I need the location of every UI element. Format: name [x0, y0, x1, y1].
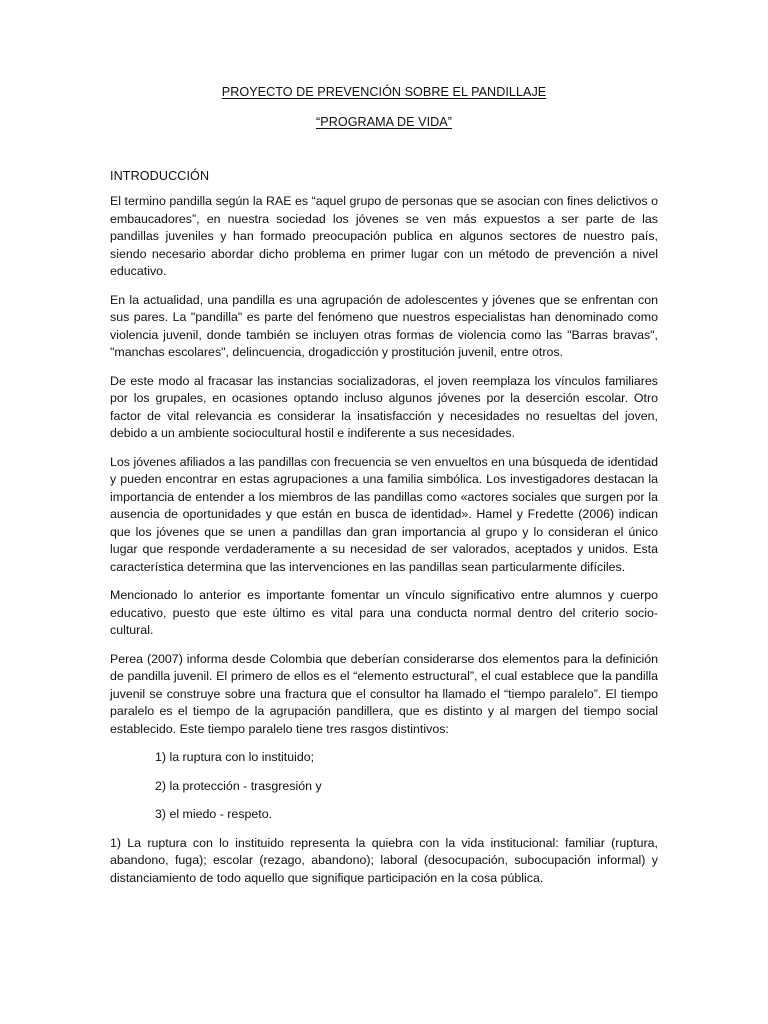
paragraph-definition: El termino pandilla según la RAE es “aquel grupo de personas que se asocian con fines delictivos o embaucadores”, en nuestra sociedad los jóvenes se ven más expuestos a ser parte de las pandillas juveniles y han formado preocupación publica en algunos sectores de nuestro país, siendo necesario abordar dicho problema en primer lugar con un método de prevención a nivel educativo. [110, 194, 658, 278]
section-heading: INTRODUCCIÓN [110, 169, 210, 183]
document-subtitle: “PROGRAMA DE VIDA” [316, 115, 452, 129]
paragraph-rupture: 1) La ruptura con lo instituido representa la quiebra con la vida institucional: familiar (ruptura, abandono, fuga); escolar (rezago, abandono); laboral (desocupación, subocupación informal) y distanciamiento de todo aquello que signifique participación en la cosa pública. [110, 835, 658, 885]
paragraph-identity: Los jóvenes afiliados a las pandillas con frecuencia se ven envueltos en una búsqueda de identidad y pueden encontrar en estas agrupaciones a una familia simbólica. Los investigadores destacan la importancia de entender a los miembros de las pandillas como «actores sociales que surgen por la ausencia de oportunidades y que están en busca de identidad». Hamel y Fredette (2006) indican que los jóvenes que se unen a pandillas dan gran importancia al grupo y lo consideran el único lugar que responde verdaderamente a su necesidad de ser valorados, aceptados y unidos. Esta característica determina que las intervenciones en las pandillas sean particularmente difíciles. [110, 454, 658, 574]
document-title: PROYECTO DE PREVENCIÓN SOBRE EL PANDILLAJE [221, 85, 547, 99]
paragraph-socializing-failure: De este modo al fracasar las instancias socializadoras, el joven reemplaza los vínculos familiares por los grupales, en ocasiones optando incluso algunos jóvenes por la deserción escolar. Otro factor de vital relevancia es considerar la insatisfacción y necesidades no resueltas del joven, debido a un ambiente sociocultural hostil e indiferente a sus necesidades. [110, 373, 658, 440]
list-item: 3) el miedo - respeto. [155, 807, 273, 821]
list-item: 1) la ruptura con lo instituido; [155, 750, 315, 764]
paragraph-perea: Perea (2007) informa desde Colombia que deberían considerarse dos elementos para la definición de pandilla juvenil. El primero de ellos es el “elemento estructural”, el cual establece que la pandilla juvenil se construye sobre una fractura que el consultor ha llamado el “tiempo paralelo”. El tiempo paralelo es el tiempo de la agrupación pandillera, que es distinto y al margen del tiempo social establecido. Este tiempo paralelo tiene tres rasgos distintivos: [110, 651, 658, 736]
document-body [110, 193, 658, 898]
list-item: 2) la protección - trasgresión y [155, 778, 322, 793]
paragraph-educational-bond: Mencionado lo anterior es importante fomentar un vínculo significativo entre alumnos y cuerpo educativo, puesto que este último es vital para una conducta normal dentro del criterio socio-cultural. [110, 588, 658, 637]
paragraph-current-context: En la actualidad, una pandilla es una agrupación de adolescentes y jóvenes que se enfrentan con sus pares. La "pandilla" es parte del fenómeno que nuestros especialistas han denominado como violencia juvenil, donde también se incluyen otras formas de violencia como las "Barras bravas", "manchas escolares", delincuencia, drogadicción y prostitución juvenil, entre otros. [110, 292, 658, 359]
